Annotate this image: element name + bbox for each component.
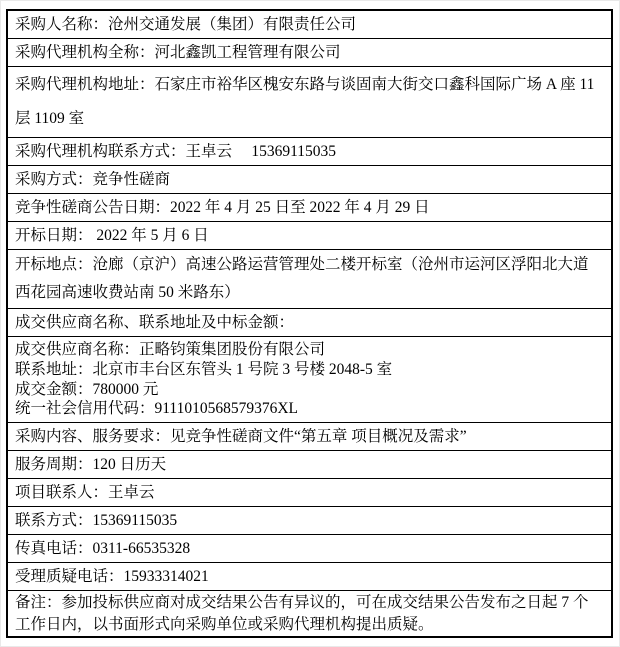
table-row-procurement-method <box>8 166 611 194</box>
procurement-result-table <box>6 9 613 638</box>
table-row-remarks <box>8 591 611 636</box>
table-row-winner-details <box>8 337 611 423</box>
row-text: 联系方式：15369115035 <box>15 512 178 530</box>
row-text: 竞争性磋商公告日期：2022 年 4 月 25 日至 2022 年 4 月 29 日 <box>15 199 430 216</box>
table-row-agency-full-name <box>8 39 611 67</box>
row-text: 成交供应商名称、联系地址及中标金额： <box>15 314 295 331</box>
row-text: 项目联系人：王卓云 <box>15 484 155 502</box>
row-text: 工作日内，以书面形式向采购单位或采购代理机构提出质疑。 <box>15 615 434 633</box>
table-row-service-period <box>8 451 611 479</box>
table-row-agency-address <box>8 67 611 138</box>
table-row-fax-phone <box>8 535 611 563</box>
row-text: 受理质疑电话：15933314021 <box>15 568 209 586</box>
row-text: 联系地址：北京市丰台区东管头 1 号院 3 号楼 2048-5 室 <box>15 360 393 378</box>
row-text: 采购方式：竞争性磋商 <box>15 171 171 188</box>
row-text: 采购代理机构地址：石家庄市裕华区槐安东路与谈固南大街交口鑫科国际广场 A 座 11 <box>15 76 595 93</box>
table-row-agency-contact <box>8 138 611 166</box>
table-row-query-acceptance-phone <box>8 563 611 591</box>
row-text: 采购内容、服务要求：见竞争性磋商文件“第五章 项目概况及需求” <box>15 428 467 446</box>
table-row-project-contact-person <box>8 479 611 507</box>
row-text: 采购代理机构联系方式：王卓云 15369115035 <box>15 143 337 160</box>
row-text: 备注：参加投标供应商对成交结果公告有异议的，可在成交结果公告发布之日起 7 个 <box>15 594 589 612</box>
table-row-procurement-content <box>8 423 611 451</box>
row-text: 开标地点：沧廊（京沪）高速公路运营管理处二楼开标室（沧州市运河区浮阳北大道 <box>15 256 589 273</box>
row-text: 开标日期： 2022 年 5 月 6 日 <box>15 227 209 244</box>
row-text: 层 1109 室 <box>15 110 85 127</box>
row-text: 统一社会信用代码：9111010568579376XL <box>15 400 299 418</box>
table-row-winner-section-header <box>8 309 611 337</box>
row-text: 采购代理机构全称：河北鑫凯工程管理有限公司 <box>15 44 341 61</box>
table-row-purchaser-name <box>8 11 611 39</box>
row-text: 服务周期：120 日历天 <box>15 456 167 474</box>
table-row-contact-phone <box>8 507 611 535</box>
row-text: 成交金额：780000 元 <box>15 380 159 398</box>
row-text: 传真电话：0311-66535328 <box>15 540 191 558</box>
table-row-announcement-period <box>8 194 611 222</box>
table-row-bid-opening-location <box>8 250 611 309</box>
row-text: 西花园高速收费站南 50 米路东） <box>15 284 240 301</box>
table-row-bid-opening-date <box>8 222 611 250</box>
row-text: 成交供应商名称：正略钧策集团股份有限公司 <box>15 341 326 358</box>
row-text: 采购人名称：沧州交通发展（集团）有限责任公司 <box>15 16 357 33</box>
